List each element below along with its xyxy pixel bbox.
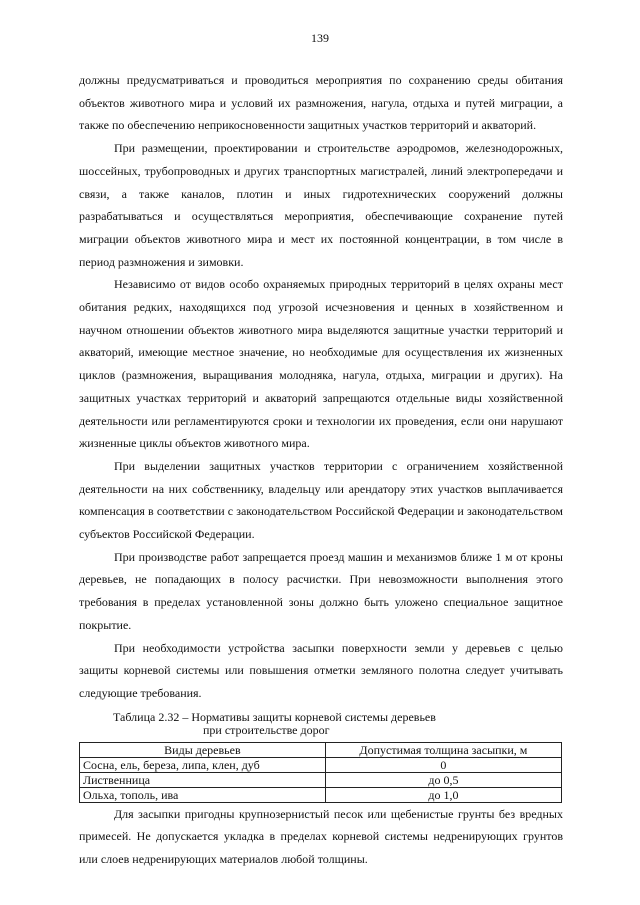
column-header-tree-types: Виды деревьев bbox=[80, 742, 326, 757]
paragraph-continuation: должны предусматриваться и проводиться мероприятия по сохранению среды обитания объектов животного мира и условий их размножения, нагула, отдыха и путей миграции, а также по обеспечению неприкосновенности защитных участков территорий и акваторий. bbox=[79, 73, 563, 133]
table-caption-line1: Таблица 2.32 – Нормативы защиты корневой системы деревьев bbox=[113, 709, 436, 724]
paragraph: При выделении защитных участков территории с ограничением хозяйственной деятельности на них собственнику, владельцу или арендатору этих участков выплачивается компенсация в соответствии с законодательством Российской Федерации и законодательством субъектов Российской Федерации. bbox=[79, 458, 563, 542]
fill-thickness-cell: до 0,5 bbox=[325, 772, 561, 787]
table-row bbox=[80, 757, 562, 772]
page-number: 139 bbox=[311, 31, 329, 45]
paragraph-after-table: Для засыпки пригодны крупнозернистый песок или щебенистые грунты без вредных примесей. Не допускается укладка в пределах корневой системы недренирующих грунтов или слоев недренирующих материалов любой толщины. bbox=[79, 806, 563, 867]
paragraph: При размещении, проектировании и строительстве аэродромов, железнодорожных, шоссейных, трубопроводных и других транспортных магистралей, линий электропередачи и связи, а также каналов, плотин и иных гидротехнических сооружений должны разрабатываться и осуществляться мероприятия, обеспечивающие сохранение путей миграции объектов животного мира и мест их постоянной концентрации, в том числе в период размножения и зимовки. bbox=[79, 141, 563, 269]
table-row bbox=[80, 772, 562, 787]
fill-thickness-cell: до 1,0 bbox=[325, 787, 561, 802]
root-protection-table bbox=[79, 742, 562, 803]
table-caption bbox=[113, 711, 563, 737]
tree-types-cell: Лиственница bbox=[80, 772, 326, 787]
table-header-row bbox=[80, 742, 562, 757]
paragraph: При необходимости устройства засыпки поверхности земли у деревьев с целью защиты корневой системы или повышения отметки земляного полотна следует учитывать следующие требования. bbox=[79, 640, 563, 700]
paragraph: Независимо от видов особо охраняемых природных территорий в целях охраны мест обитания редких, находящихся под угрозой исчезновения и ценных в хозяйственном и научном отношении объектов животного мира выделяются защитные участки территорий и акваторий, имеющие местное значение, но необходимые для осуществления их жизненных циклов (размножения, выращивания молодняка, нагула, отдыха, миграции и других). На защитных участках территорий и акваторий запрещаются отдельные виды хозяйственной деятельности или регламентируются сроки и технологии их проведения, если они нарушают жизненные циклы объектов животного мира. bbox=[79, 277, 563, 451]
table-caption-line2: при строительстве дорог bbox=[203, 722, 330, 737]
column-header-fill-thickness: Допустимая толщина засыпки, м bbox=[325, 742, 561, 757]
paragraph: При производстве работ запрещается проезд машин и механизмов ближе 1 м от кроны деревьев, не попадающих в полосу расчистки. При невозможности выполнения этого требования в пределах установленной зоны должно быть уложено специальное защитное покрытие. bbox=[79, 549, 563, 632]
table-row bbox=[80, 787, 562, 802]
fill-thickness-cell: 0 bbox=[325, 757, 561, 772]
tree-types-cell: Ольха, тополь, ива bbox=[80, 787, 326, 802]
document-body bbox=[79, 69, 563, 871]
tree-types-cell: Сосна, ель, береза, липа, клен, дуб bbox=[80, 757, 326, 772]
